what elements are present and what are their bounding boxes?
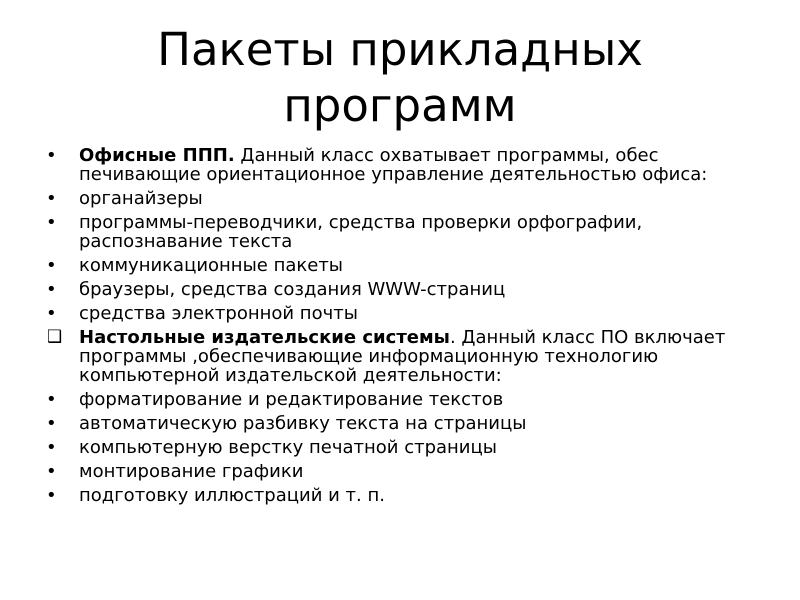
- list-item: [46, 414, 746, 433]
- bullet-icon: •: [46, 485, 57, 506]
- slide-title-line-1: Пакеты прикладных: [157, 23, 643, 76]
- slide-title: [60, 22, 740, 134]
- bullet-icon: •: [46, 279, 57, 300]
- list-item: [46, 390, 746, 409]
- bullet-list: [46, 146, 746, 510]
- bullet-icon: •: [46, 212, 57, 233]
- bullet-icon: •: [46, 389, 57, 410]
- list-item-text: коммуникационные пакеты: [79, 255, 344, 276]
- list-item-text: браузеры, средства создания WWW-страниц: [79, 279, 506, 300]
- square-bullet-icon: ❑: [47, 327, 63, 347]
- list-item-office-packages: [46, 146, 746, 184]
- list-item-text: . Данный класс ПО включает программы ,обеспечивающие информационную технологию компьютерной издательской деятельности:: [79, 327, 726, 386]
- bullet-icon: •: [46, 413, 57, 434]
- list-item: [46, 213, 746, 251]
- list-item-text: монтирование графики: [79, 461, 304, 482]
- list-item-lead: Настольные издательские системы: [79, 327, 450, 348]
- list-item-text: органайзеры: [79, 188, 203, 209]
- bullet-icon: •: [46, 303, 57, 324]
- list-item-text: подготовку иллюстраций и т. п.: [79, 485, 385, 506]
- list-item-text: средства электронной почты: [79, 303, 358, 324]
- list-item: [46, 280, 746, 299]
- list-item-text: Данный класс охватывает программы, обес печивающие ориентационное управление деятельностью офиса:: [79, 145, 708, 185]
- list-item-text: автоматическую разбивку текста на страницы: [79, 413, 527, 434]
- bullet-icon: •: [46, 255, 57, 276]
- list-item-text: форматирование и редактирование текстов: [79, 389, 504, 410]
- slide-title-line-2: программ: [283, 79, 517, 132]
- bullet-icon: •: [46, 461, 57, 482]
- list-item: [46, 462, 746, 481]
- list-item-text: компьютерную верстку печатной страницы: [79, 437, 497, 458]
- list-item: [46, 486, 746, 505]
- bullet-icon: •: [46, 188, 57, 209]
- list-item: [46, 189, 746, 208]
- list-item-desktop-publishing: [46, 328, 746, 385]
- list-item: [46, 438, 746, 457]
- bullet-icon: •: [46, 437, 57, 458]
- list-item-lead: Офисные ППП.: [79, 145, 235, 166]
- list-item-text: программы-переводчики, средства проверки орфографии, распознавание текста: [79, 212, 643, 252]
- bullet-icon: •: [46, 145, 57, 166]
- list-item: [46, 256, 746, 275]
- list-item: [46, 304, 746, 323]
